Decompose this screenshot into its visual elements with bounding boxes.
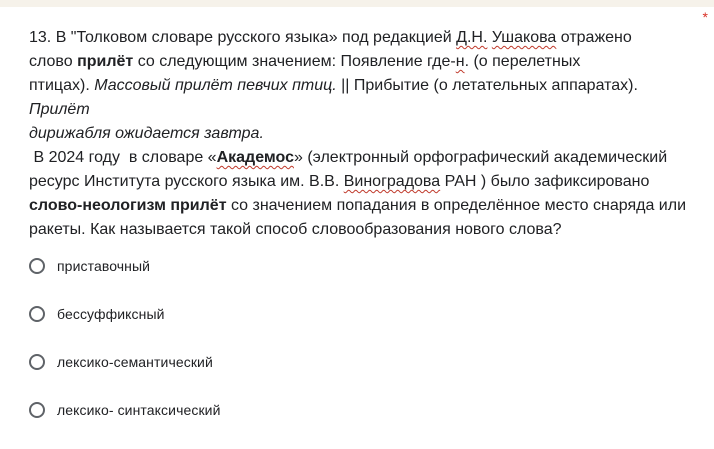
- option-label: приставочный: [57, 258, 151, 274]
- question-line-1: 13. В "Толковом словаре русского языка» под редакцией Д.Н. Ушакова отражено: [29, 29, 632, 46]
- question-line-4: [29, 122, 699, 146]
- radio-button[interactable]: [29, 258, 45, 274]
- question-card: [0, 7, 714, 449]
- keyword-prilyot: прилёт: [77, 53, 134, 70]
- radio-button[interactable]: [29, 306, 45, 322]
- required-marker: *: [702, 9, 708, 25]
- usage-example-2-end: дирижабля ожидается завтра.: [29, 125, 264, 142]
- option-label: бессуффиксный: [57, 306, 165, 322]
- radio-button[interactable]: [29, 402, 45, 418]
- question-line-6: ресурс Института русского языка им. В.В. Виноградова РАН ) было зафиксировано: [29, 173, 650, 190]
- abbreviation: н: [455, 53, 465, 70]
- option-prefixal[interactable]: [29, 254, 689, 278]
- question-line-3: птицах). Массовый прилёт певчих птиц. || Прибытие (о летательных аппаратах). Прилёт: [29, 77, 638, 118]
- option-label: лексико- синтаксический: [57, 402, 221, 418]
- question-line-2: слово прилёт со следующим значением: Появление где-н. (о перелетных: [29, 53, 581, 70]
- radio-button[interactable]: [29, 354, 45, 370]
- institute-name: Виноградова: [343, 173, 441, 190]
- resource-name: Академос: [216, 149, 294, 166]
- neologism-term: слово-неологизм прилёт: [29, 197, 227, 214]
- answer-options: [29, 254, 689, 446]
- editor-initials: Д.Н.: [456, 29, 488, 46]
- option-lexico-syntactic[interactable]: [29, 398, 689, 422]
- option-lexico-semantic[interactable]: [29, 350, 689, 374]
- question-line-5: В 2024 году в словаре «Академос» (электронный орфографический академический: [29, 149, 668, 166]
- editor-surname: Ушакова: [491, 29, 557, 46]
- question-line-8: ракеты. Как называется такой способ словообразования нового слова?: [29, 221, 562, 238]
- usage-example-2-start: Прилёт: [29, 101, 90, 118]
- option-suffixless[interactable]: [29, 302, 689, 326]
- question-line-7: слово-неологизм прилёт со значением попадания в определённое место снаряда или: [29, 197, 687, 214]
- usage-example-1: Массовый прилёт певчих птиц.: [94, 77, 337, 94]
- question-text: [29, 26, 699, 242]
- option-label: лексико-семантический: [57, 354, 213, 370]
